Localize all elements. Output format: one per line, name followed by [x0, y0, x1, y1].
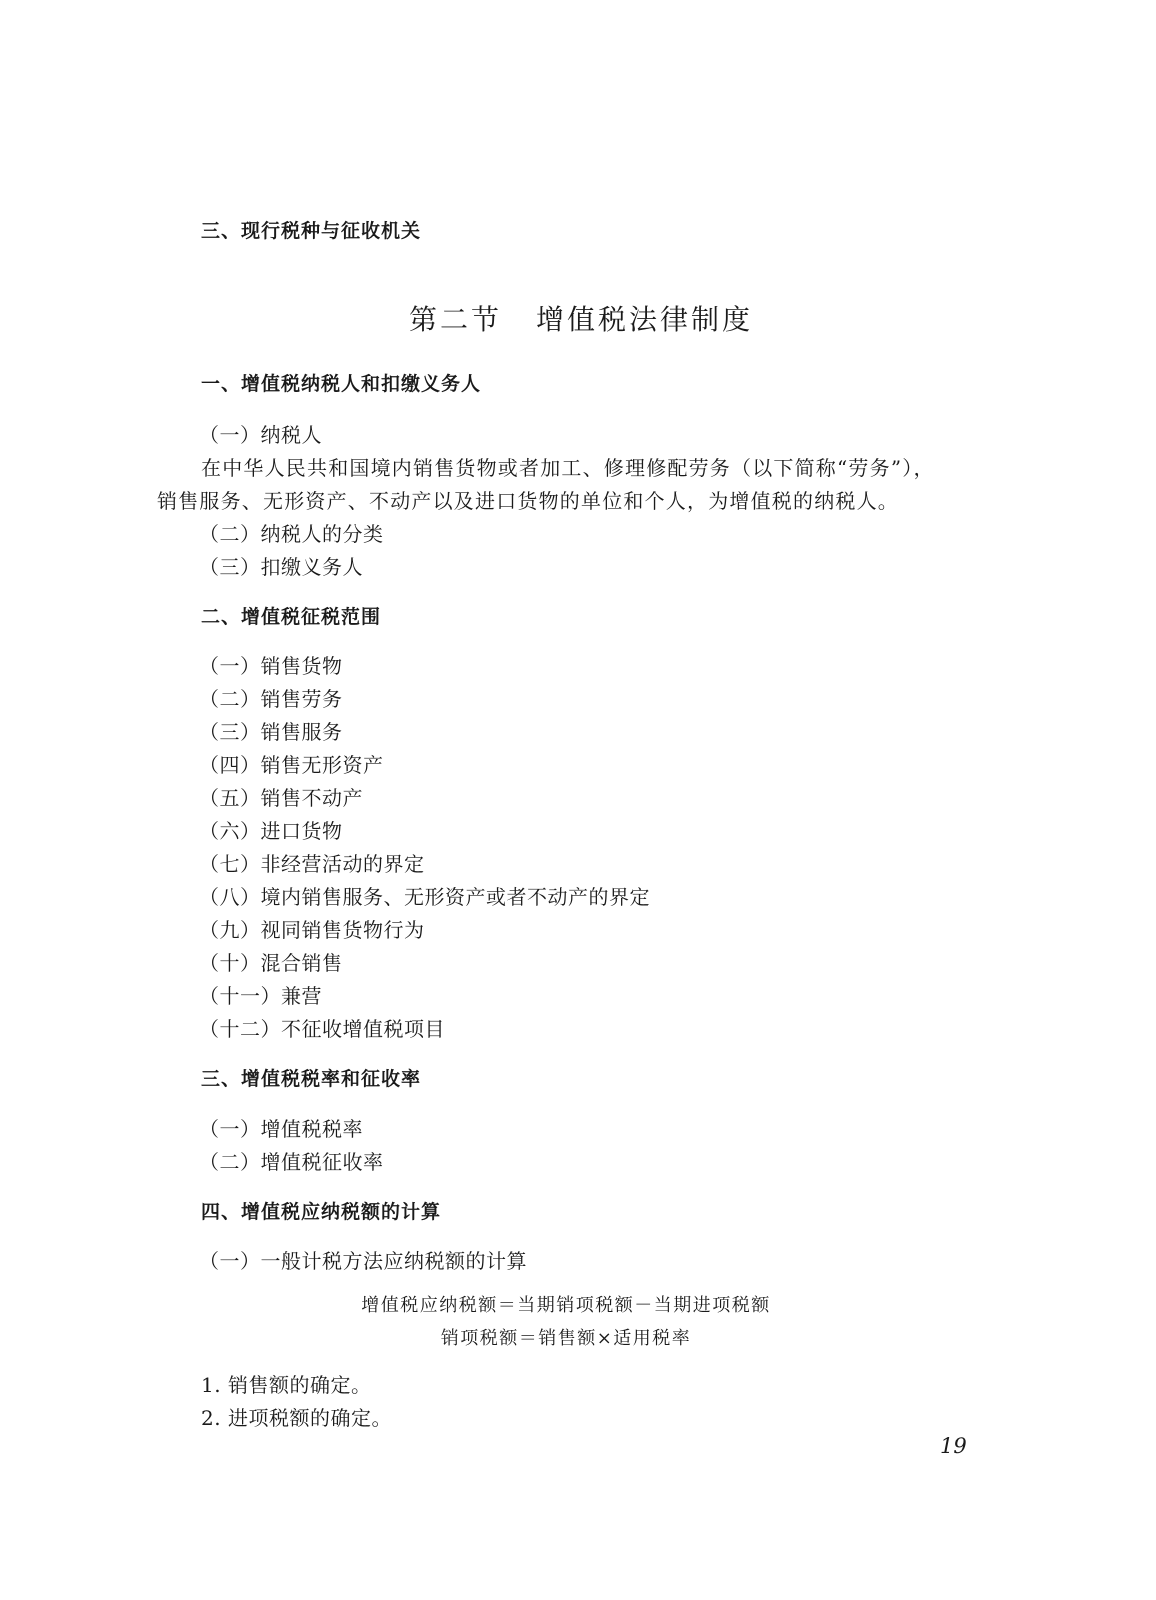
paragraph-line: 销售服务、无形资产、不动产以及进口货物的单位和个人，为增值税的纳税人。: [157, 489, 899, 513]
list-item: （十）混合销售: [199, 951, 343, 975]
list-item: （一）销售货物: [199, 654, 343, 678]
list-item: （七）非经营活动的界定: [199, 852, 425, 876]
heading-rates: 三、增值税税率和征收率: [201, 1068, 422, 1090]
section-label: 第二节: [409, 303, 503, 336]
list-item: （五）销售不动产: [199, 786, 363, 810]
list-item: （八）境内销售服务、无形资产或者不动产的界定: [199, 885, 650, 909]
list-item: （九）视同销售货物行为: [199, 918, 425, 942]
list-item: （四）销售无形资产: [199, 753, 384, 777]
list-item: （一）增值税税率: [199, 1117, 363, 1141]
heading-scope: 二、增值税征税范围: [201, 606, 382, 628]
list-item: （二）销售劳务: [199, 687, 343, 711]
list-item: （十一）兼营: [199, 984, 322, 1008]
list-item: （二）纳税人的分类: [199, 522, 384, 546]
heading-taxpayers: 一、增值税纳税人和扣缴义务人: [201, 373, 482, 395]
list-item: （十二）不征收增值税项目: [199, 1017, 445, 1041]
list-item: （二）增值税征收率: [199, 1150, 384, 1174]
heading-tax-types: 三、现行税种与征收机关: [201, 220, 422, 242]
section-title-text: 增值税法律制度: [536, 303, 754, 336]
list-item: （三）销售服务: [199, 720, 343, 744]
heading-computation: 四、增值税应纳税额的计算: [201, 1201, 442, 1223]
numbered-point: 2. 进项税额的确定。: [201, 1406, 392, 1430]
formula-vat-payable: 增值税应纳税额＝当期销项税额－当期进项税额: [361, 1295, 771, 1316]
list-item: （三）扣缴义务人: [199, 555, 363, 579]
list-item: （一）一般计税方法应纳税额的计算: [199, 1249, 527, 1273]
numbered-point: 1. 销售额的确定。: [201, 1373, 372, 1397]
list-item: （一）纳税人: [199, 423, 322, 447]
page-number: 19: [940, 1434, 967, 1458]
formula-output-tax: 销项税额＝销售额×适用税率: [440, 1328, 692, 1349]
paragraph-line: 在中华人民共和国境内销售货物或者加工、修理修配劳务（以下简称“劳务”），: [201, 456, 935, 480]
list-item: （六）进口货物: [199, 819, 343, 843]
section-title: [409, 298, 753, 338]
